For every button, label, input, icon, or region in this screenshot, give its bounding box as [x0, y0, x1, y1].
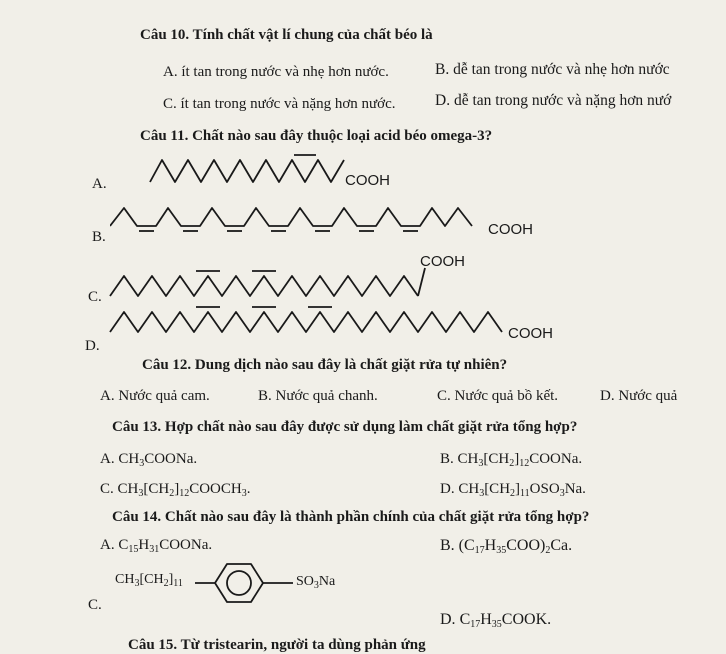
- question-13-option-c[interactable]: [100, 480, 250, 498]
- question-14-formula-b: $(C_{17}H_{35}COO)_2Ca$.: [458, 537, 573, 556]
- question-11-label-d[interactable]: D.: [85, 338, 100, 354]
- question-14-option-d[interactable]: [440, 611, 551, 629]
- question-13-label-c: C.: [100, 481, 114, 497]
- question-13-stem: Câu 13. Hợp chất nào sau đây được sử dụng làm chất giặt rửa tổng hợp?: [112, 419, 578, 435]
- question-11-cooh-d: COOH: [508, 325, 553, 342]
- question-14-formula-d: $C_{17}H_{35}COOK$.: [459, 611, 552, 630]
- question-13-label-a: A.: [100, 451, 115, 467]
- question-14-formula-a: $C_{15}H_{31}COONa$.: [118, 537, 213, 555]
- question-14-label-d: D.: [440, 611, 456, 628]
- question-14-option-a[interactable]: [100, 536, 212, 554]
- question-12-option-d[interactable]: D. Nước quả: [600, 388, 678, 404]
- question-13-formula-a: $CH_3COONa$.: [118, 451, 198, 469]
- question-13-formula-d: $CH_3[CH_2]_{11}OSO_3Na$.: [458, 481, 586, 499]
- question-14-formula-c-chain: $CH_3[CH_2]_{11}$: [115, 572, 183, 589]
- question-13-formula-b: $CH_3[CH_2]_{12}COONa$.: [457, 451, 583, 469]
- question-15-stem-partial: Câu 15. Từ tristearin, người ta dùng phản ứng: [128, 637, 426, 653]
- question-13-option-a[interactable]: [100, 450, 197, 468]
- question-14-formula-c-group: $SO_3Na$: [296, 574, 336, 591]
- question-13-option-d[interactable]: [440, 480, 586, 498]
- question-11-cooh-a: COOH: [345, 172, 390, 189]
- question-14-label-a: A.: [100, 537, 115, 553]
- question-13-label-d: D.: [440, 481, 455, 497]
- question-11-label-c[interactable]: C.: [88, 289, 102, 305]
- question-13-formula-c: $CH_3[CH_2]_{12}COOCH_3$.: [117, 481, 251, 499]
- question-11-structure-c: [100, 258, 460, 308]
- question-14-option-b[interactable]: [440, 537, 572, 555]
- question-13-label-b: B.: [440, 451, 454, 467]
- question-12-option-a[interactable]: A. Nước quả cam.: [100, 388, 210, 404]
- question-11-stem: Câu 11. Chất nào sau đây thuộc loại acid béo omega-3?: [140, 128, 493, 144]
- question-11-label-b[interactable]: B.: [92, 229, 106, 245]
- question-12-option-b[interactable]: B. Nước quả chanh.: [258, 388, 378, 404]
- question-11-structure-d: [100, 302, 520, 352]
- question-11-cooh-b: COOH: [488, 221, 533, 238]
- question-13-option-b[interactable]: [440, 450, 582, 468]
- question-11-cooh-c: COOH: [420, 253, 465, 270]
- question-14-label-b: B.: [440, 537, 455, 554]
- question-11-structure-b: [110, 200, 530, 240]
- question-10-option-a[interactable]: A. ít tan trong nước và nhẹ hơn nước.: [163, 64, 389, 80]
- question-12-option-c[interactable]: C. Nước quả bồ kết.: [437, 388, 559, 404]
- question-14-stem: Câu 14. Chất nào sau đây là thành phần chính của chất giặt rửa tổng hợp?: [112, 509, 590, 525]
- question-10-option-b[interactable]: B. dễ tan trong nước và nhẹ hơn nước: [435, 61, 670, 78]
- question-10-option-d[interactable]: D. dễ tan trong nước và nặng hơn nướ: [435, 92, 672, 109]
- question-10-stem: Câu 10. Tính chất vật lí chung của chất béo là: [140, 27, 433, 43]
- question-12-stem: Câu 12. Dung dịch nào sau đây là chất giặt rửa tự nhiên?: [142, 357, 508, 373]
- question-11-label-a[interactable]: A.: [92, 176, 107, 192]
- question-14-label-c[interactable]: C.: [88, 597, 102, 613]
- question-10-option-c[interactable]: C. ít tan trong nước và nặng hơn nước.: [163, 96, 396, 112]
